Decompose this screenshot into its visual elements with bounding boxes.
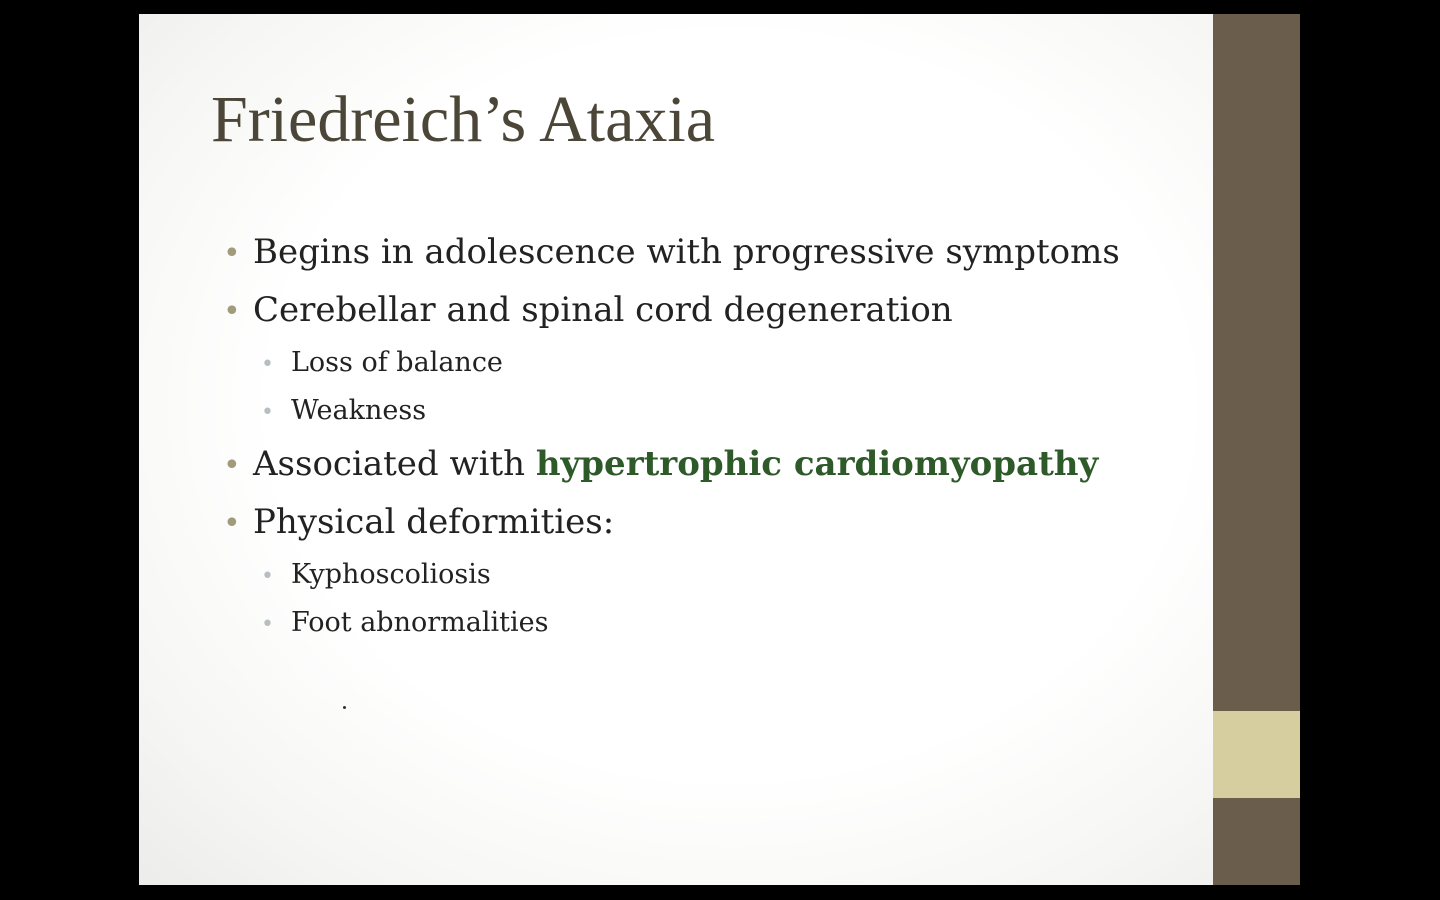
bullet-item xyxy=(223,494,1183,552)
bullet-icon: • xyxy=(223,448,241,483)
sub-bullet-text: Weakness xyxy=(291,395,427,426)
presentation-slide xyxy=(139,14,1300,885)
sub-bullet-icon: • xyxy=(261,400,274,425)
sub-bullet-icon: • xyxy=(261,352,274,377)
bullet-item xyxy=(223,282,1183,340)
bullet-item xyxy=(223,436,1183,494)
bullet-item xyxy=(223,224,1183,282)
bullet-list xyxy=(223,224,1183,648)
bullet-text: Begins in adolescence with progressive symptoms xyxy=(253,232,1120,272)
sub-bullet-item xyxy=(223,340,1183,388)
sub-bullet-text: Kyphoscoliosis xyxy=(291,559,491,590)
sub-bullet-text: Loss of balance xyxy=(291,347,503,378)
bullet-text xyxy=(253,436,1098,492)
stray-mark xyxy=(343,706,346,709)
sub-bullet-icon: • xyxy=(261,612,274,637)
sub-bullet-icon: • xyxy=(261,564,274,589)
sub-bullet-item xyxy=(223,388,1183,436)
bullet-text-prefix: Associated with xyxy=(253,444,536,484)
bullet-text: Cerebellar and spinal cord degeneration xyxy=(253,290,953,330)
sub-bullet-item xyxy=(223,600,1183,648)
slide-side-accent xyxy=(1213,711,1300,798)
bullet-text-emphasis: hypertrophic cardiomyopathy xyxy=(535,444,1099,484)
bullet-icon: • xyxy=(223,236,241,271)
sub-bullet-text: Foot abnormalities xyxy=(291,607,549,638)
sub-bullet-item xyxy=(223,552,1183,600)
slide-title: Friedreich’s Ataxia xyxy=(211,83,716,156)
bullet-text: Physical deformities: xyxy=(253,502,615,542)
bullet-icon: • xyxy=(223,506,241,541)
bullet-icon: • xyxy=(223,294,241,329)
